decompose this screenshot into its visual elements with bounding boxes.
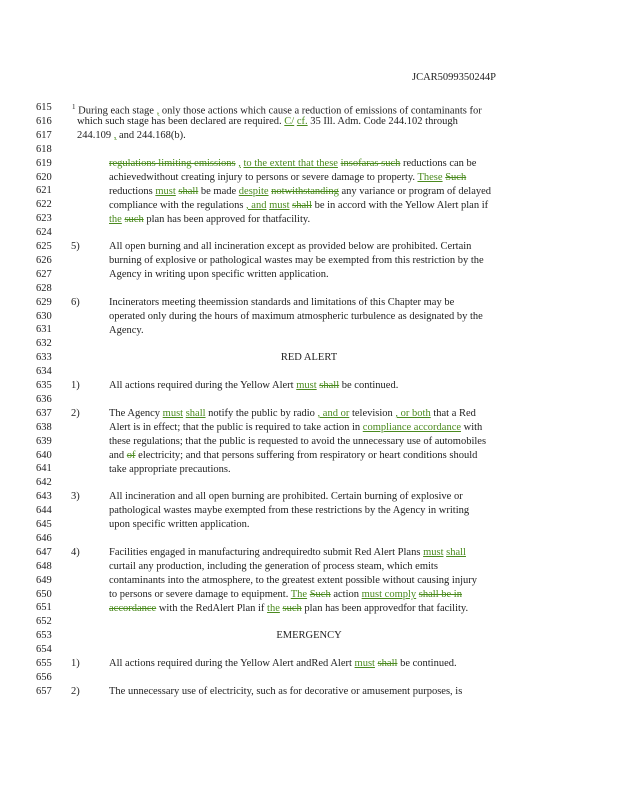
line-number: 627 [36, 268, 52, 280]
red4-line-650: to persons or severe damage to equipment. The Such action must comply shall be in [109, 589, 462, 600]
line-number: 655 [36, 658, 52, 669]
item6-line-630: operated only during the hours of maximum atmospheric turbulence as designated by the [109, 311, 483, 322]
line-number: 651 [36, 602, 52, 614]
red3-line-645: upon specific written application. [109, 519, 250, 530]
item6-line-631: Agency. [109, 325, 144, 336]
para-line-620: achievedwithout creating injury to persons or severe damage to property. These Such [109, 172, 467, 183]
red4-line-651: accordance with the RedAlert Plan if the such plan has been approvedfor that facility. [109, 603, 469, 614]
line-number: 630 [36, 310, 52, 322]
item5-line-627: Agency in writing upon specific written application. [109, 269, 329, 280]
line-number: 615 [36, 102, 52, 113]
red4-line-649: contaminants into the atmosphere, to the greatest extent possible without causing injury [109, 575, 478, 586]
line-number: 657 [36, 685, 52, 697]
line-number: 621 [36, 185, 52, 197]
emergency2-line-657: The unnecessary use of electricity, such as for decorative or amusement purposes, is [109, 686, 463, 697]
line-number: 636 [36, 393, 52, 405]
para-line-623: the such plan has been approved for thatfacility. [109, 214, 311, 225]
line-number: 633 [36, 352, 52, 364]
line-number: 623 [36, 213, 52, 225]
item5-line-625: All open burning and all incineration except as provided below are prohibited. Certain [109, 241, 472, 252]
para-line-621: reductions must shall be made despite notwithstanding any variance or program of delayed [109, 186, 492, 197]
red3-line-643: All incineration and all open burning are prohibited. Certain burning of explosive or [109, 491, 463, 502]
line-number: 617 [36, 129, 52, 141]
red2-line-638: Alert is in effect; that the public is required to take action in compliance accordance with [109, 422, 483, 433]
line-number: 642 [36, 477, 52, 489]
line-number: 619 [36, 157, 52, 169]
red1-line-635: All actions required during the Yellow Alert must shall be continued. [109, 380, 399, 391]
line-number: 618 [36, 143, 52, 155]
line-number: 646 [36, 532, 52, 544]
line-number: 628 [36, 282, 52, 294]
red-item-number-2: 2) [71, 408, 80, 419]
item5-line-626: burning of explosive or pathological wastes may be exempted from this restriction by the [109, 255, 484, 266]
footnote-line-617: 244.109 , and 244.168(b). [77, 130, 186, 141]
line-number: 638 [36, 421, 52, 433]
line-number: 654 [36, 644, 52, 656]
line-number: 616 [36, 115, 52, 127]
emergency1-line-655: All actions required during the Yellow Alert andRed Alert must shall be continued. [109, 658, 457, 669]
red2-line-641: take appropriate precautions. [109, 464, 231, 475]
document-id: JCAR5099350244P [412, 72, 497, 83]
item6-line-629: Incinerators meeting theemission standards and limitations of this Chapter may be [109, 297, 455, 308]
red2-line-639: these regulations; that the public is requested to avoid the unnecessary use of automobiles [109, 436, 487, 447]
line-number: 625 [36, 241, 52, 252]
line-number: 641 [36, 463, 52, 475]
para-line-622: compliance with the regulations , and must shall be in accord with the Yellow Alert plan if [109, 200, 489, 211]
red4-line-647: Facilities engaged in manufacturing andrequiredto submit Red Alert Plans must shall [109, 547, 466, 558]
red-item-number-4: 4) [71, 547, 80, 558]
red3-line-644: pathological wastes maybe exempted from these restrictions by the Agency in writing [109, 505, 470, 516]
line-number: 639 [36, 435, 52, 447]
line-number: 626 [36, 254, 52, 266]
line-number: 643 [36, 491, 52, 503]
item-number-6: 6) [71, 297, 80, 308]
line-number: 656 [36, 671, 52, 683]
line-number: 652 [36, 616, 52, 628]
red4-line-648: curtail any production, including the generation of process steam, which emits [109, 561, 438, 572]
line-number: 632 [36, 338, 52, 350]
line-number: 645 [36, 519, 52, 530]
line-number: 634 [36, 366, 52, 378]
line-number: 653 [36, 630, 52, 642]
heading-red-alert: RED ALERT [280, 352, 338, 363]
line-number: 637 [36, 407, 52, 419]
line-number: 647 [36, 546, 52, 558]
line-number: 650 [36, 588, 52, 600]
footnote-line-615: $^1$ During each stage , only those actions which cause a reduction of emissions of contaminants for [72, 103, 482, 117]
emergency-item-number-2: 2) [71, 686, 80, 697]
red2-line-637: The Agency must shall notify the public by radio , and or television , or both that a Red [109, 408, 476, 419]
line-number: 624 [36, 227, 52, 239]
red2-line-640: and of electricity; and that persons suffering from respiratory or heart conditions should [109, 450, 478, 461]
red-item-number-3: 3) [71, 491, 80, 502]
line-number: 640 [36, 449, 52, 461]
line-number: 620 [36, 171, 52, 183]
item-number-5: 5) [71, 241, 80, 252]
line-number: 648 [36, 560, 52, 572]
line-number: 622 [36, 199, 52, 211]
footnote-line-616: which such stage has been declared are required. C/ cf. 35 Ill. Adm. Code 244.102 through [77, 116, 458, 127]
red-item-number-1: 1) [71, 380, 80, 391]
heading-emergency: EMERGENCY [276, 630, 342, 641]
line-number: 629 [36, 296, 52, 308]
emergency-item-number-1: 1) [71, 658, 80, 669]
line-number: 644 [36, 505, 52, 517]
para-line-619: regulations limiting emissions , to the extent that these insofaras such reductions can be [109, 158, 477, 169]
line-number: 631 [36, 324, 52, 336]
line-number: 649 [36, 574, 52, 586]
line-number: 635 [36, 380, 52, 391]
